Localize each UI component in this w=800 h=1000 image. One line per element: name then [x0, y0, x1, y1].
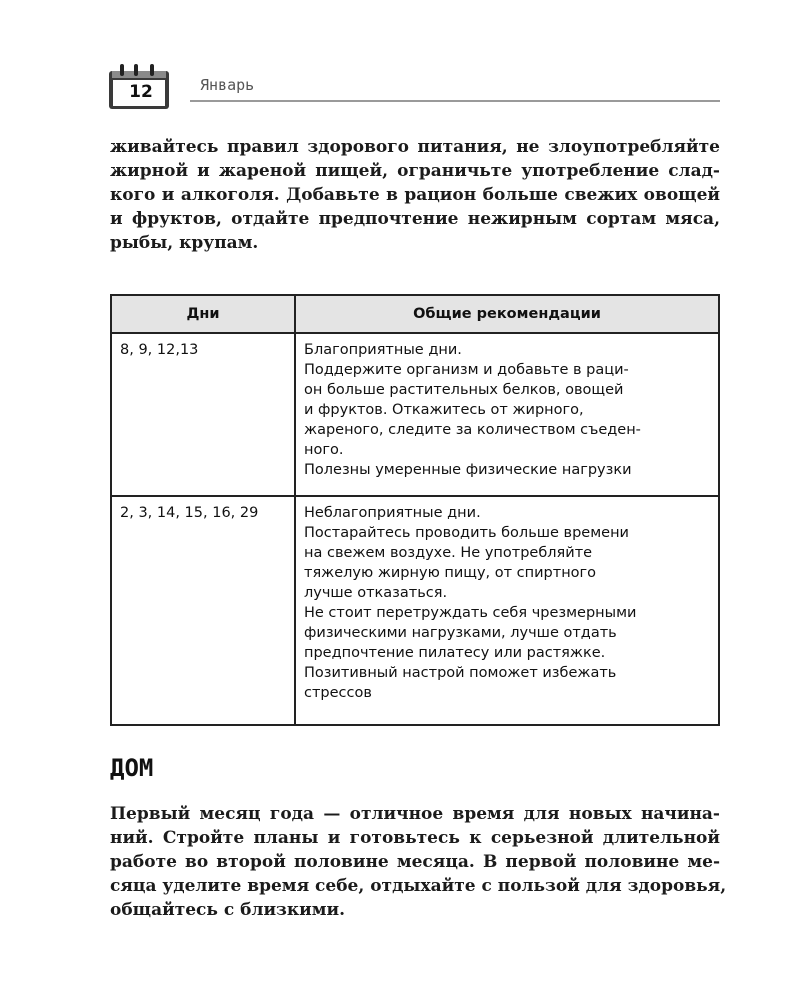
cell-line: Полезны умеренные физические нагрузки — [304, 462, 632, 478]
cell-line: он больше растительных белков, овощей — [304, 382, 624, 398]
text-line: сяца уделите время себе, отдыхайте с пользой для здоровья, — [110, 876, 727, 896]
page-number: 12 — [129, 82, 153, 102]
recommendation-cell — [295, 496, 719, 725]
text-line: и фруктов, отдайте предпочтение нежирным сортам мяса, — [110, 209, 720, 229]
cell-line: тяжелую жирную пищу, от спиртного — [304, 565, 597, 581]
table-header-row — [111, 295, 719, 333]
text-line: работе во второй половине месяца. В первой половине ме- — [110, 852, 720, 872]
text-line: ний. Стройте планы и готовьтесь к серьезной длительной — [110, 828, 720, 848]
cell-line: Не стоит перетруждать себя чрезмерными — [304, 605, 637, 621]
header-recommendations: Общие рекомендации — [295, 295, 719, 333]
table-row — [111, 496, 719, 725]
intro-paragraph — [110, 135, 720, 255]
days-cell: 8, 9, 12,13 — [111, 333, 295, 496]
text-line: рыбы, крупам. — [110, 233, 259, 253]
text-line: Первый месяц года — отличное время для новых начина- — [110, 804, 720, 824]
text-line: кого и алкоголя. Добавьте в рацион больше свежих овощей — [110, 185, 720, 205]
cell-line: на свежем воздухе. Не употребляйте — [304, 545, 593, 561]
header-divider — [190, 100, 720, 102]
cell-line: Постарайтесь проводить больше времени — [304, 525, 629, 541]
cell-line: Поддержите организм и добавьте в раци- — [304, 362, 629, 378]
cell-line: физическими нагрузками, лучше отдать — [304, 625, 617, 641]
days-cell: 2, 3, 14, 15, 16, 29 — [111, 496, 295, 725]
cell-line: стрессов — [304, 685, 372, 701]
text-line: общайтесь с близкими. — [110, 900, 346, 920]
cell-line: и фруктов. Откажитесь от жирного, — [304, 402, 584, 418]
recommendation-cell — [295, 333, 719, 496]
cell-line: Неблагоприятные дни. — [304, 505, 481, 521]
section-heading: ДОМ — [110, 754, 154, 782]
table-row — [111, 333, 719, 496]
running-title: Январь — [200, 76, 255, 94]
cell-line: ного. — [304, 442, 344, 458]
cell-line: Благоприятные дни. — [304, 342, 462, 358]
text-line: живайтесь правил здорового питания, не злоупотребляйте — [110, 137, 720, 157]
header-days: Дни — [111, 295, 295, 333]
cell-line: Позитивный настрой поможет избежать — [304, 665, 617, 681]
cell-line: жареного, следите за количеством съеден- — [304, 422, 641, 438]
recommendations-table — [110, 294, 720, 726]
cell-line: лучше отказаться. — [304, 585, 448, 601]
text-line: жирной и жареной пищей, ограничьте употребление слад- — [110, 161, 720, 181]
section-paragraph — [110, 802, 727, 922]
cell-line: предпочтение пилатесу или растяжке. — [304, 645, 606, 661]
